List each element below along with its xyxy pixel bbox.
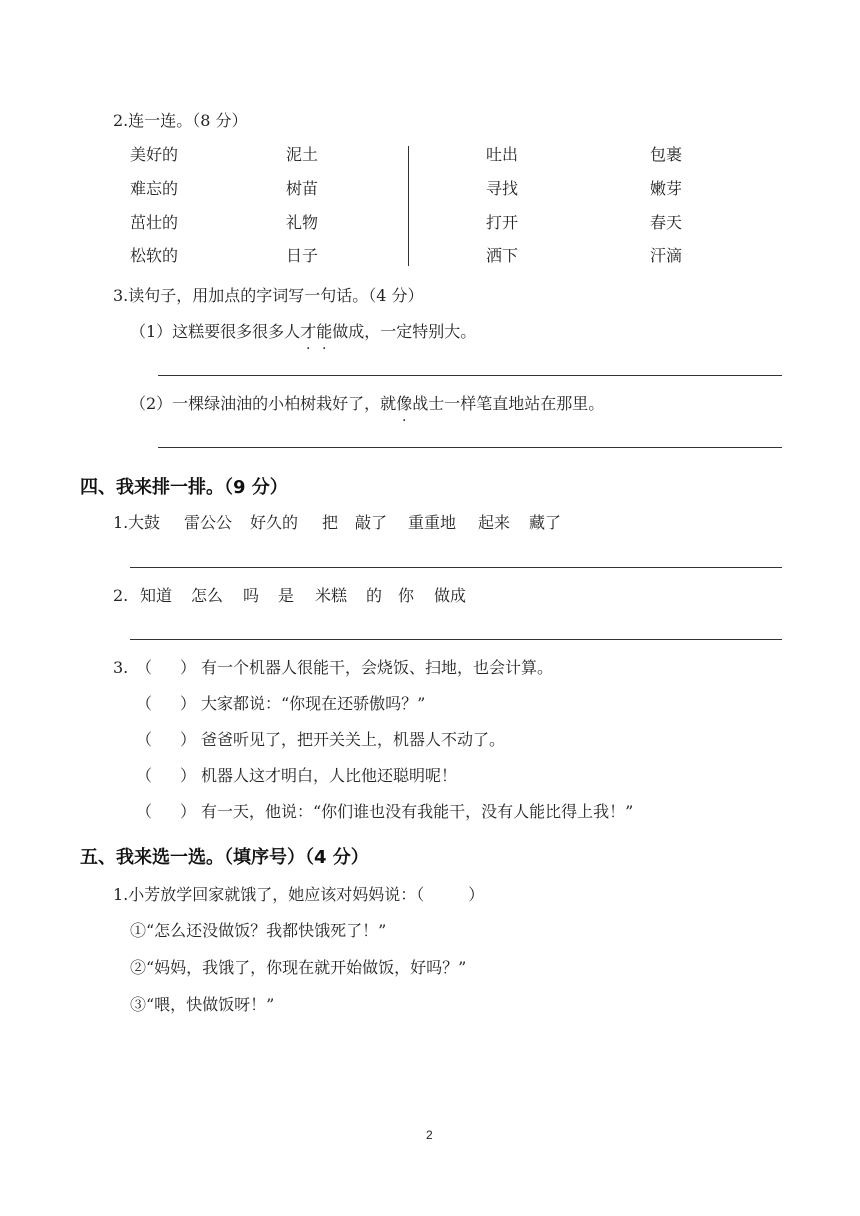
sentence-text: （1）这糕要很多很多人 [130, 322, 301, 341]
word-chip: 的 [366, 586, 383, 605]
match-word: 茁壮的 [130, 213, 179, 232]
section-heading: 五、我来选一选。（填序号）（4 分） [80, 847, 369, 868]
sentence-2 [130, 393, 604, 415]
match-word: 美好的 [130, 145, 179, 164]
answer-line[interactable] [130, 639, 782, 640]
match-word: 松软的 [130, 246, 179, 265]
match-word: 树苗 [286, 179, 319, 198]
order-item: 机器人这才明白，人比他还聪明呢！ [201, 766, 458, 785]
order-blank[interactable]: （ ） [136, 730, 197, 749]
s4-q2-number: 2. [113, 586, 129, 605]
question-text: 1.小芳放学回家就饿了，她应该对妈妈说：（ [113, 885, 425, 904]
match-word: 汗滴 [650, 246, 683, 265]
word-chip: 好久的 [250, 513, 299, 532]
answer-line[interactable] [158, 375, 782, 376]
word-chip: 米糕 [315, 586, 348, 605]
match-word: 吐出 [486, 145, 519, 164]
question-paren: ） [468, 885, 485, 904]
order-item: 有一个机器人很能干，会烧饭、扫地，也会计算。 [201, 658, 554, 677]
word-chip: 做成 [434, 586, 467, 605]
match-word: 寻找 [486, 179, 519, 198]
word-chip: 藏了 [529, 513, 562, 532]
match-word: 泥土 [286, 145, 319, 164]
order-blank[interactable]: （ ） [136, 694, 197, 713]
order-item: 大家都说：“你现在还骄傲吗？” [201, 694, 426, 713]
sentence-1 [130, 321, 476, 343]
section-heading: 四、我来排一排。（9 分） [80, 477, 288, 498]
order-blank[interactable]: （ ） [136, 766, 197, 785]
order-item: 有一天，他说：“你们谁也没有我能干，没有人能比得上我！” [201, 802, 634, 821]
sentence-text: 做成，一定特别大。 [332, 322, 477, 341]
choice-option: ②“妈妈，我饿了，你现在就开始做饭，好吗？” [130, 958, 467, 977]
match-word: 嫩芽 [650, 179, 683, 198]
choice-option: ③“喂，快做饭呀！” [130, 995, 275, 1014]
word-chip: 你 [398, 586, 415, 605]
answer-line[interactable] [158, 447, 782, 448]
s4-q3-number: 3. [113, 658, 129, 677]
order-blank[interactable]: （ ） [136, 802, 197, 821]
word-chip: 大鼓 [128, 513, 161, 532]
q3-title: 3.读句子，用加点的字词写一句话。（4 分） [113, 286, 424, 305]
word-chip: 知道 [140, 586, 173, 605]
word-chip: 重重地 [408, 513, 457, 532]
match-word: 礼物 [286, 213, 319, 232]
dotted-char: 才 [300, 322, 317, 341]
word-chip: 敲了 [355, 513, 388, 532]
match-word: 日子 [286, 246, 319, 265]
column-divider [408, 146, 409, 266]
answer-line[interactable] [130, 567, 782, 568]
dotted-char: 能 [316, 322, 333, 341]
order-blank[interactable]: （ ） [136, 658, 197, 677]
word-chip: 起来 [478, 513, 511, 532]
match-word: 打开 [486, 213, 519, 232]
match-word: 春天 [650, 213, 683, 232]
word-chip: 是 [278, 586, 295, 605]
word-chip: 怎么 [191, 586, 224, 605]
word-chip: 把 [322, 513, 339, 532]
q2-title: 2.连一连。（8 分） [113, 111, 248, 130]
word-chip: 吗 [243, 586, 260, 605]
word-chip: 雷公公 [184, 513, 233, 532]
sentence-text: （2）一棵绿油油的小柏树栽好了，就 [130, 394, 397, 413]
order-item: 爸爸听见了，把开关关上，机器人不动了。 [201, 730, 506, 749]
match-word: 包裹 [650, 145, 683, 164]
s4-q1-number: 1. [113, 513, 129, 532]
match-word: 难忘的 [130, 179, 179, 198]
dotted-char: 像 [396, 394, 413, 413]
page-number: 2 [426, 1128, 433, 1142]
s5-question [113, 884, 484, 906]
sentence-text: 战士一样笔直地站在那里。 [412, 394, 605, 413]
match-word: 洒下 [486, 246, 519, 265]
choice-option: ①“怎么还没做饭？我都快饿死了！” [130, 921, 387, 940]
